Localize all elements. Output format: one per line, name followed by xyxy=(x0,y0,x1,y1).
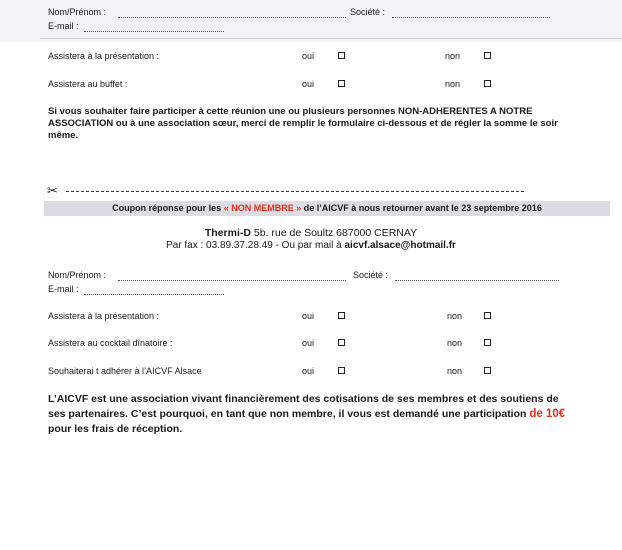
oui-checkbox[interactable] xyxy=(338,80,345,87)
non-label: non xyxy=(447,311,463,321)
email-label: E-mail : xyxy=(48,284,79,294)
form-row-label: Assistera à la présentation : xyxy=(48,51,160,61)
name-label: Nom/Prénom : xyxy=(48,7,107,17)
email-label: E-mail : xyxy=(48,21,79,31)
societe-label: Société : xyxy=(350,7,386,17)
non-checkbox[interactable] xyxy=(484,339,491,346)
banner-highlight: « NON MEMBRE » xyxy=(223,203,302,213)
intro-paragraph: Si vous souhaiter faire participer à cette réunion une ou plusieurs personnes NON-ADHERENTES A NOTRE ASSOCIATION ou à une association sœur, merci de remplir le formulaire ci-dessous et de régler la somme le soir même. xyxy=(48,106,558,141)
non-checkbox[interactable] xyxy=(484,80,491,87)
non-checkbox[interactable] xyxy=(484,52,491,59)
coupon-banner xyxy=(44,201,610,216)
oui-label: oui xyxy=(302,311,315,321)
non-label: non xyxy=(445,51,461,61)
form-row-label: Assistera à la présentation : xyxy=(48,311,160,321)
oui-checkbox[interactable] xyxy=(338,52,345,59)
company-address: 5b. rue de Soultz 687000 CERNAY xyxy=(253,227,418,239)
form-row-label: Souhaiterai t adhérer à l’AICVF Alsace xyxy=(48,366,202,376)
name-field[interactable] xyxy=(118,280,346,281)
non-label: non xyxy=(447,366,463,376)
non-label: non xyxy=(445,79,461,89)
contact-email[interactable]: aicvf.alsace@hotmail.fr xyxy=(344,240,456,251)
closing-text: pour les frais de réception. xyxy=(48,423,183,435)
cut-line xyxy=(66,191,524,192)
company-name: Thermi-D xyxy=(204,227,251,239)
societe-field[interactable] xyxy=(392,17,550,18)
address-line xyxy=(0,227,622,239)
closing-text: L’AICVF est une association vivant financièrement des cotisations de ses membres et des soutiens de ses partenaires. C’est pourquoi, en tant que non membre, il vous est demandé une participation xyxy=(48,393,559,420)
name-label: Nom/Prénom : xyxy=(48,270,107,280)
name-field[interactable] xyxy=(118,17,346,18)
societe-label: Société : xyxy=(353,270,389,280)
form-row-label: Assistera au cocktail dînatoire : xyxy=(48,338,173,348)
oui-label: oui xyxy=(302,51,315,61)
non-checkbox[interactable] xyxy=(484,367,491,374)
non-checkbox[interactable] xyxy=(484,312,491,319)
contact-line xyxy=(0,240,622,251)
non-label: non xyxy=(447,338,463,348)
form-row-label: Assistera au buffet : xyxy=(48,79,128,89)
societe-field[interactable] xyxy=(395,280,559,281)
scissor-icon: ✂ xyxy=(47,183,58,198)
oui-checkbox[interactable] xyxy=(338,367,345,374)
contact-text: Par fax : 03.89.37.28.49 - Ou par mail à xyxy=(166,240,342,251)
divider xyxy=(40,38,622,39)
oui-checkbox[interactable] xyxy=(338,312,345,319)
closing-paragraph xyxy=(48,392,578,437)
oui-checkbox[interactable] xyxy=(338,339,345,346)
email-field[interactable] xyxy=(84,31,224,32)
oui-label: oui xyxy=(302,366,315,376)
oui-label: oui xyxy=(302,79,315,89)
email-field[interactable] xyxy=(84,294,224,295)
banner-text: de l’AICVF à nous retourner avant le 23 septembre 2016 xyxy=(303,203,542,213)
participation-amount: de 10€ xyxy=(529,408,566,420)
oui-label: oui xyxy=(302,338,315,348)
banner-text: Coupon réponse pour les xyxy=(112,203,222,213)
